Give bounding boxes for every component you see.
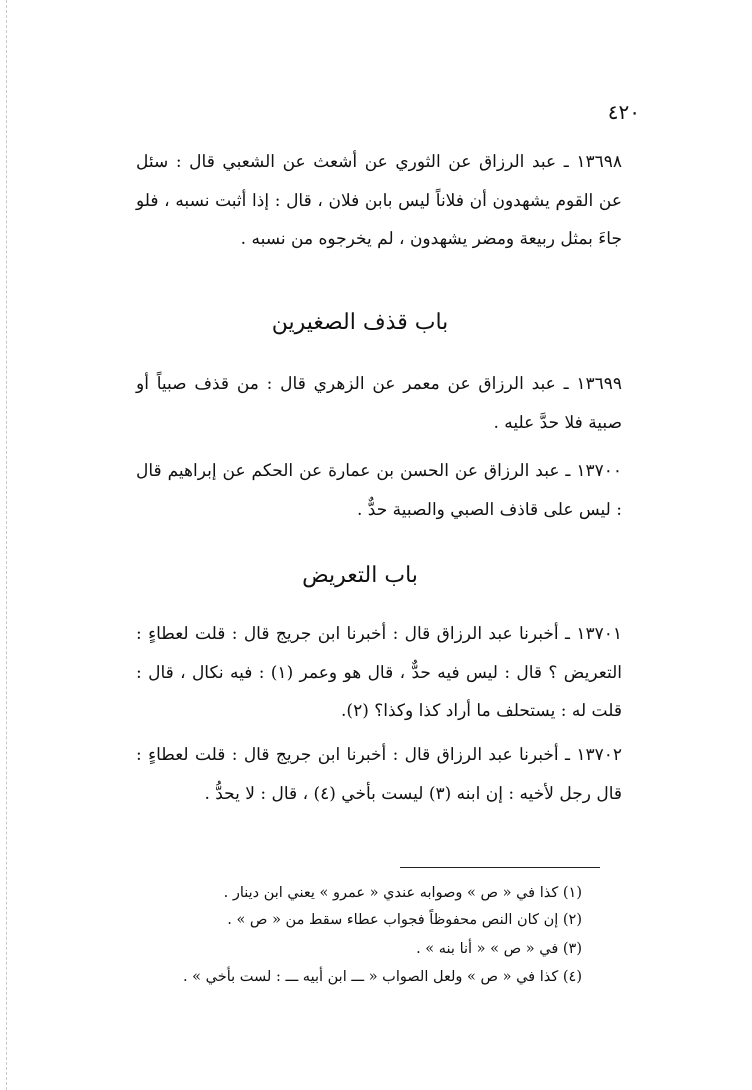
section-title-al-tarid: باب التعريض [302,563,418,588]
entry-13702: ١٣٧٠٢ ـ أخبرنا عبد الرزاق قال : أخبرنا ابن جريج قال : قلت لعطاءٍ : قال رجل لأخيه : إن ابنه (٣) ليست بأخي (٤) ، قال : لا يحدُّ . [136,745,622,804]
page-number: ٤٢٠ [607,100,640,124]
footnote-3: (٣) في « ص » « أنا بنه » . [416,941,582,957]
section-title-qadhf-al-saghirayn: باب قذف الصغيرين [271,310,449,335]
entry-13701: ١٣٧٠١ ـ أخبرنا عبد الرزاق قال : أخبرنا ابن جريج قال : قلت لعطاءٍ : التعريض ؟ قال : ليس فيه حدٌّ ، قال هو وعمر (١) : فيه نكال ، قال : قلت له : يستحلف ما أراد كذا وكذا؟ (٢). [136,624,622,721]
entry-13700: ١٣٧٠٠ ـ عبد الرزاق عن الحسن بن عمارة عن الحكم عن إبراهيم قال : ليس على قاذف الصبي والصبية حدٌّ . [136,461,622,520]
entry-13699: ١٣٦٩٩ ـ عبد الرزاق عن معمر عن الزهري قال : من قذف صبياً أو صبية فلا حدَّ عليه . [136,374,622,433]
footnote-4: (٤) كذا في « ص » ولعل الصواب « ـــ ابن أبيه ـــ : لست بأخي » . [182,969,582,985]
footnote-1: (١) كذا في « ص » وصوابه عندي « عمرو » يعني ابن دينار . [223,885,582,901]
entry-13698: ١٣٦٩٨ ـ عبد الرزاق عن الثوري عن أشعث عن الشعبي قال : سئل عن القوم يشهدون أن فلاناً ليس بابن فلان ، قال : إذا أثبت نسبه ، فلو جاءَ بمثل ربيعة ومضر يشهدون ، لم يخرجوه من نسبه . [136,152,622,249]
margin-guide-line [6,0,7,1090]
footnote-separator [400,867,600,868]
footnote-2: (٢) إن كان النص محفوظاً فجواب عطاء سقط من « ص » . [227,912,582,928]
